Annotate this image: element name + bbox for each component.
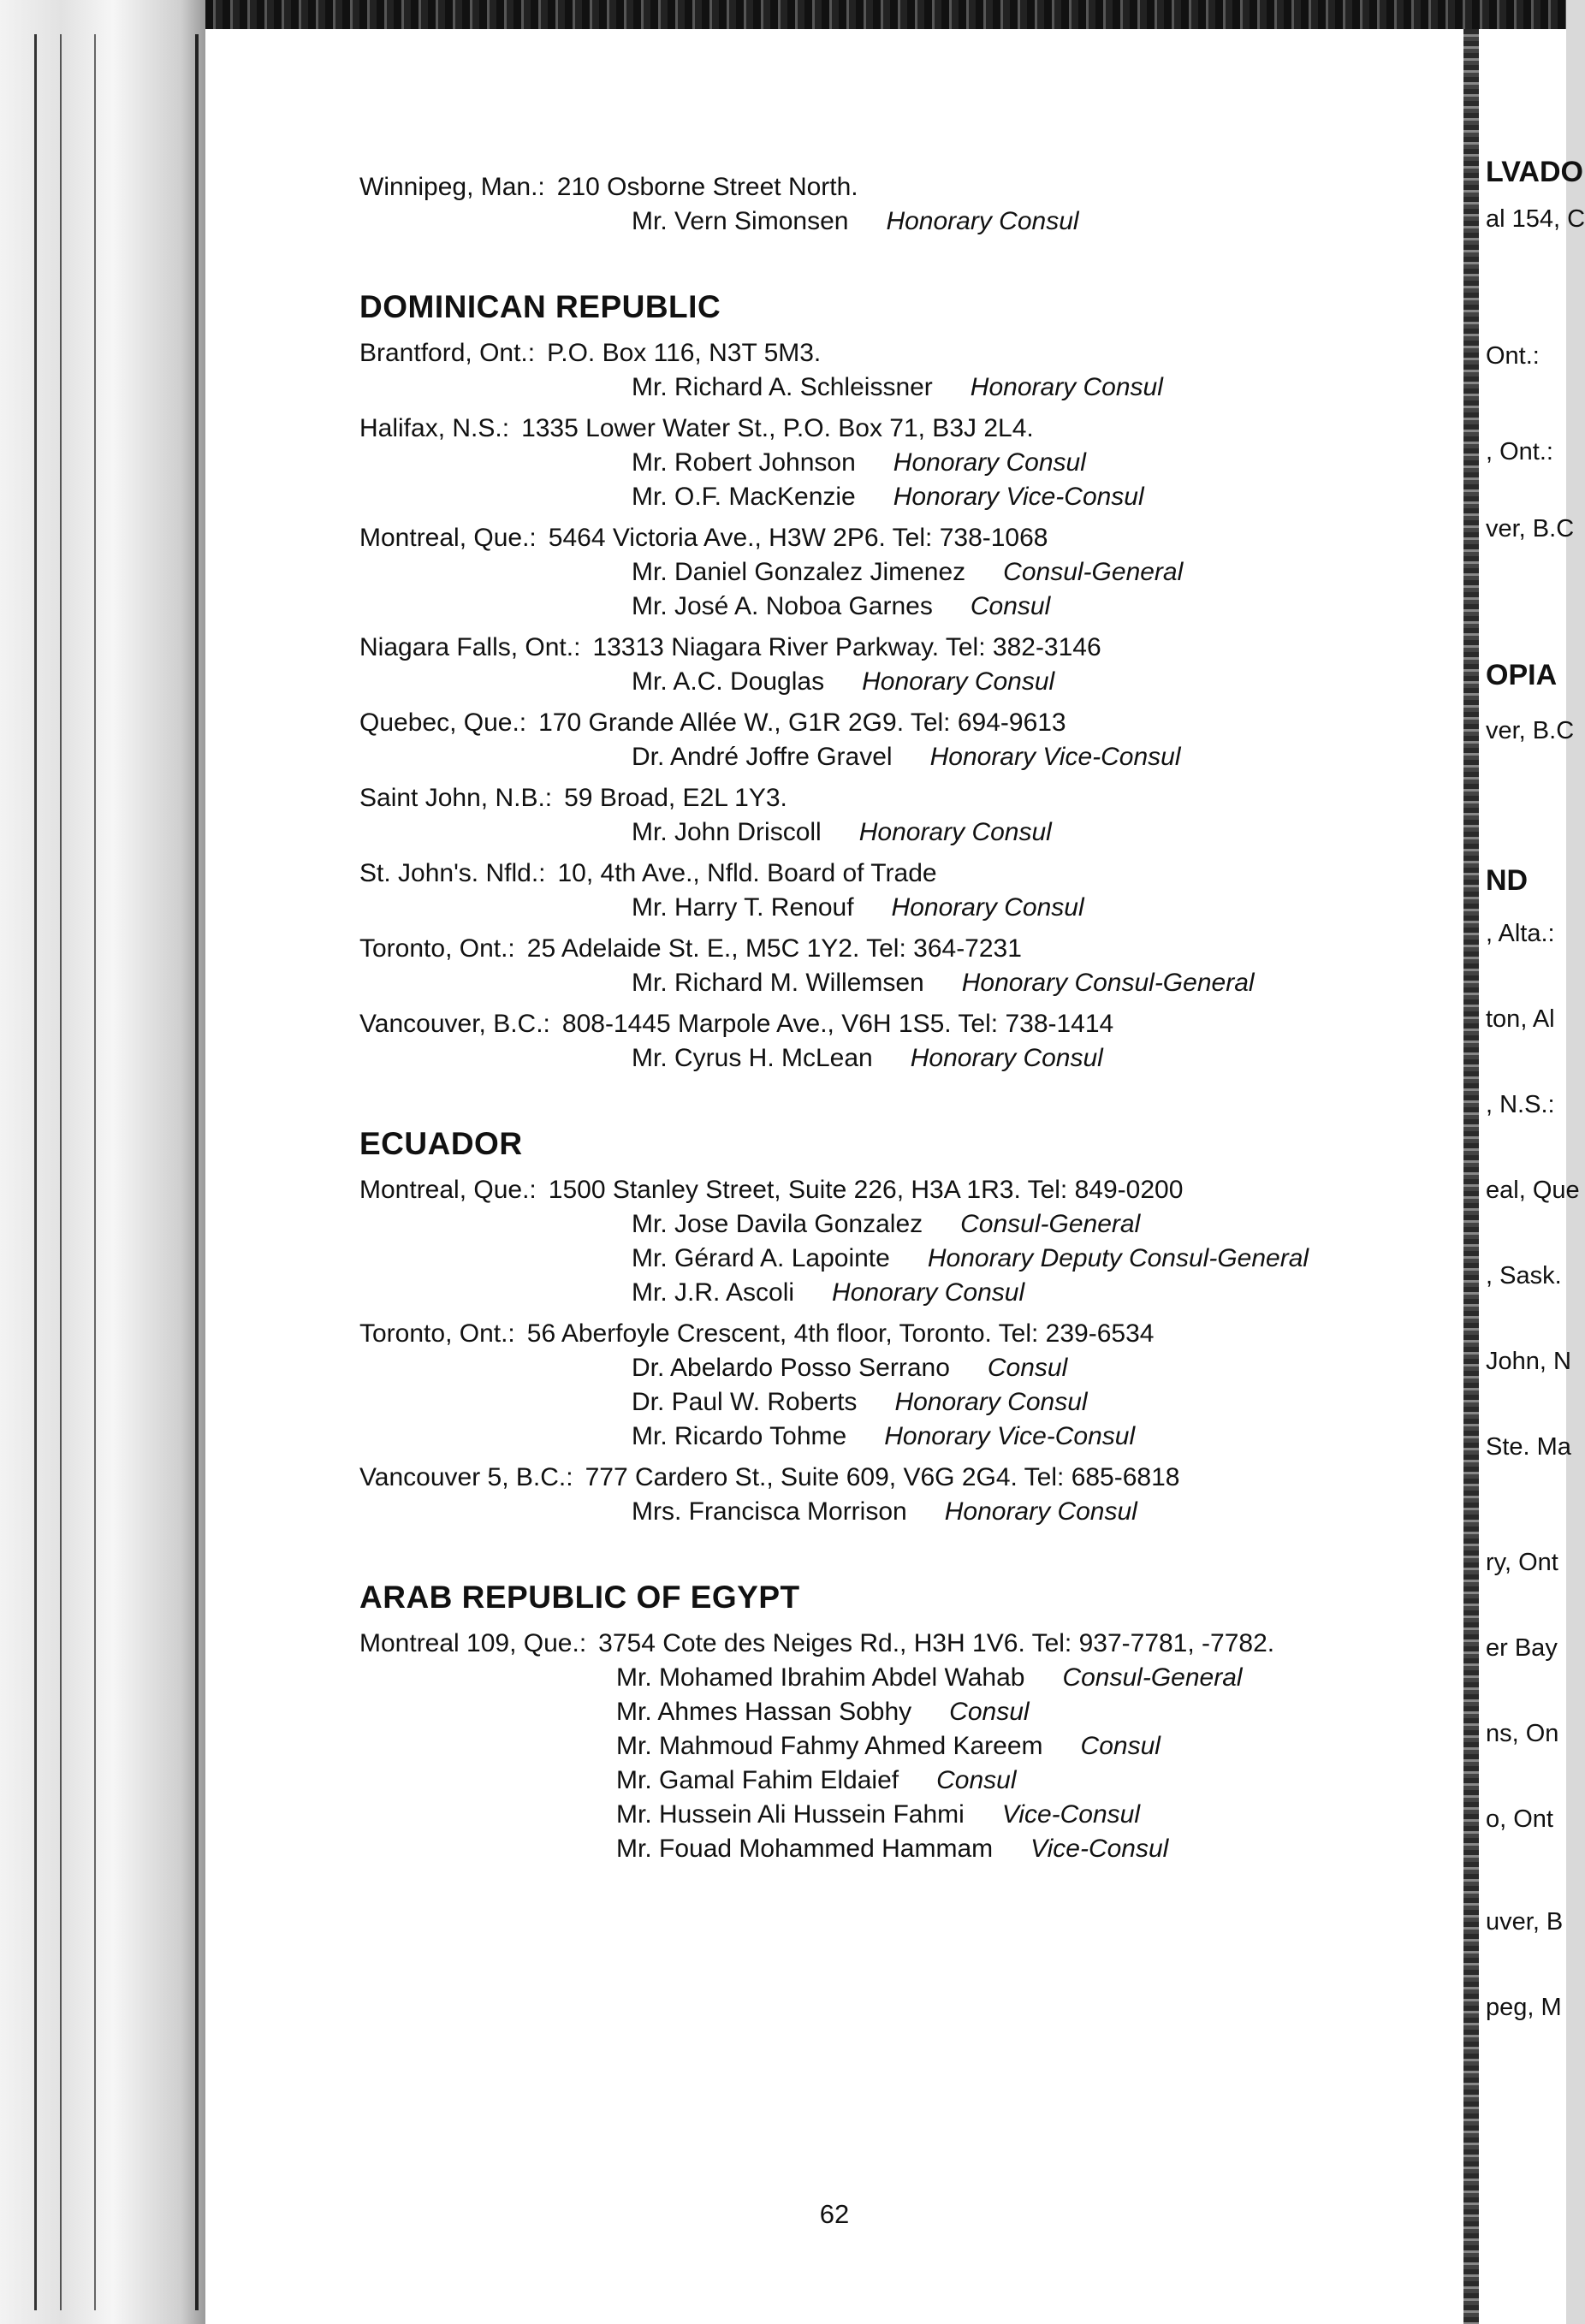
adjacent-page-text: ver, B.C — [1486, 515, 1575, 542]
consul-title: Consul-General — [960, 1210, 1141, 1238]
directory-entry — [359, 932, 1455, 1000]
consul-title: Vice-Consul — [1001, 1800, 1141, 1829]
directory-entry — [359, 781, 1455, 850]
city-label: Quebec, Que.: — [359, 708, 527, 737]
consul-name: Mrs. Francisca Morrison — [632, 1497, 907, 1526]
consul-row — [359, 1764, 1455, 1798]
consul-name: Mr. Richard A. Schleissner — [632, 373, 933, 401]
address-line — [359, 1317, 1455, 1351]
adjacent-page-text: , N.S.: — [1486, 1091, 1555, 1118]
consul-row — [359, 1729, 1455, 1764]
consul-title: Honorary Consul — [858, 818, 1052, 846]
city-label: Montreal, Que.: — [359, 1176, 537, 1204]
directory-entry — [359, 1007, 1455, 1076]
consul-row — [359, 1420, 1455, 1454]
consul-row — [359, 1041, 1455, 1076]
address-line — [359, 1461, 1455, 1495]
city-label: Saint John, N.B.: — [359, 784, 553, 812]
address-text: 1500 Stanley Street, Suite 226, H3A 1R3. Tel: 849-0200 — [548, 1176, 1184, 1204]
consul-name: Mr. Gamal Fahim Eldaief — [616, 1766, 899, 1794]
consul-title: Honorary Consul — [910, 1044, 1103, 1072]
intro-section — [359, 170, 1455, 239]
consul-title: Honorary Deputy Consul-General — [927, 1244, 1309, 1272]
consul-row — [359, 555, 1455, 590]
address-text: 3754 Cote des Neiges Rd., H3H 1V6. Tel: 937-7781, -7782. — [598, 1629, 1275, 1657]
consul-row — [359, 815, 1455, 850]
consul-title: Honorary Vice-Consul — [893, 483, 1144, 511]
consul-name: Mr. Gérard A. Lapointe — [632, 1244, 890, 1272]
consul-title: Honorary Consul — [891, 893, 1084, 922]
address-line — [359, 170, 1455, 205]
adjacent-page-text: ND — [1486, 864, 1529, 897]
consul-title: Vice-Consul — [1030, 1835, 1169, 1863]
directory-entry — [359, 1173, 1455, 1310]
consul-title: Honorary Consul — [886, 207, 1079, 235]
city-label: Toronto, Ont.: — [359, 1319, 515, 1348]
consul-row — [359, 966, 1455, 1000]
consul-name: Mr. José A. Noboa Garnes — [632, 592, 933, 620]
consul-title: Honorary Vice-Consul — [884, 1422, 1136, 1450]
spine-line — [94, 34, 96, 2310]
adjacent-page-text: Ste. Ma — [1486, 1433, 1571, 1461]
address-text: 170 Grande Allée W., G1R 2G9. Tel: 694-9613 — [538, 708, 1066, 737]
address-text: 25 Adelaide St. E., M5C 1Y2. Tel: 364-7231 — [526, 934, 1022, 963]
address-text: P.O. Box 116, N3T 5M3. — [547, 339, 822, 367]
adjacent-page-text: ns, On — [1486, 1720, 1559, 1747]
consul-row — [359, 1495, 1455, 1529]
consul-name: Mr. Hussein Ali Hussein Fahmi — [616, 1800, 965, 1829]
consul-row — [359, 891, 1455, 925]
consul-title: Honorary Consul — [944, 1497, 1137, 1526]
adjacent-page-text: John, N — [1486, 1348, 1571, 1375]
consul-row — [359, 205, 1455, 239]
adjacent-page-text: Ont.: — [1486, 342, 1540, 370]
city-label: Vancouver 5, B.C.: — [359, 1463, 573, 1491]
address-line — [359, 1007, 1455, 1041]
consul-row — [359, 1798, 1455, 1832]
consul-title: Honorary Consul-General — [961, 969, 1255, 997]
consul-row — [359, 480, 1455, 514]
address-text: 808-1445 Marpole Ave., V6H 1S5. Tel: 738-1414 — [561, 1010, 1114, 1038]
consul-name: Dr. André Joffre Gravel — [632, 743, 893, 771]
consul-row — [359, 740, 1455, 774]
consul-title: Honorary Consul — [893, 448, 1086, 477]
address-line — [359, 1627, 1455, 1661]
adjacent-page-text: eal, Que — [1486, 1177, 1580, 1204]
adjacent-page-text: OPIA — [1486, 659, 1558, 691]
consul-title: Consul — [970, 592, 1051, 620]
consul-title: Honorary Consul — [970, 373, 1163, 401]
consul-name: Dr. Abelardo Posso Serrano — [632, 1354, 950, 1382]
consul-title: Consul-General — [1003, 558, 1184, 586]
consul-row — [359, 1385, 1455, 1420]
consul-row — [359, 1661, 1455, 1695]
consul-name: Mr. O.F. MacKenzie — [632, 483, 856, 511]
consul-name: Mr. Ricardo Tohme — [632, 1422, 847, 1450]
consul-name: Mr. Fouad Mohammed Hammam — [616, 1835, 994, 1863]
address-text: 1335 Lower Water St., P.O. Box 71, B3J 2L4. — [521, 414, 1034, 442]
consul-name: Mr. Vern Simonsen — [632, 207, 849, 235]
city-label: Toronto, Ont.: — [359, 934, 515, 963]
directory-entry — [359, 1627, 1455, 1866]
consul-name: Dr. Paul W. Roberts — [632, 1388, 858, 1416]
consul-name: Mr. Harry T. Renouf — [632, 893, 854, 922]
adjacent-page-text: o, Ont — [1486, 1805, 1553, 1833]
directory-entry — [359, 412, 1455, 514]
adjacent-page-text: peg, M — [1486, 1994, 1562, 2021]
address-line — [359, 706, 1455, 740]
city-label: Brantford, Ont.: — [359, 339, 536, 367]
adjacent-page-text: LVADO — [1486, 156, 1583, 188]
address-line — [359, 781, 1455, 815]
address-line — [359, 857, 1455, 891]
book-spine — [0, 0, 205, 2324]
consul-title: Consul — [936, 1766, 1017, 1794]
consul-title: Honorary Vice-Consul — [929, 743, 1181, 771]
adjacent-page-fragment — [1463, 29, 1585, 2324]
consul-name: Mr. John Driscoll — [632, 818, 822, 846]
city-label: Vancouver, B.C.: — [359, 1010, 550, 1038]
consul-title: Consul — [1080, 1732, 1161, 1760]
spine-line — [195, 34, 199, 2310]
address-line — [359, 521, 1455, 555]
consul-row — [359, 1242, 1455, 1276]
city-label: St. John's. Nfld.: — [359, 859, 546, 887]
directory-entry — [359, 857, 1455, 925]
consul-name: Mr. Cyrus H. McLean — [632, 1044, 873, 1072]
address-text: 10, 4th Ave., Nfld. Board of Trade — [557, 859, 937, 887]
consul-name: Mr. J.R. Ascoli — [632, 1278, 795, 1307]
consul-row — [359, 1276, 1455, 1310]
consul-name: Mr. A.C. Douglas — [632, 667, 825, 696]
country-section — [359, 1125, 1455, 1529]
consul-name: Mr. Ahmes Hassan Sobhy — [616, 1698, 912, 1726]
adjacent-page-text: , Ont.: — [1486, 438, 1553, 465]
country-heading: ECUADOR — [359, 1126, 523, 1161]
directory-entry — [359, 1461, 1455, 1529]
directory-entry — [359, 1317, 1455, 1454]
spine-line — [34, 34, 37, 2310]
spine-line — [60, 34, 62, 2310]
consul-title: Honorary Consul — [894, 1388, 1088, 1416]
consul-title: Honorary Consul — [862, 667, 1055, 696]
address-text: 5464 Victoria Ave., H3W 2P6. Tel: 738-1068 — [548, 524, 1048, 552]
consul-row — [359, 590, 1455, 624]
country-section — [359, 1579, 1455, 1866]
country-heading: DOMINICAN REPUBLIC — [359, 289, 721, 324]
city-label: Halifax, N.S.: — [359, 414, 510, 442]
document-page — [205, 29, 1463, 2324]
consul-title: Consul — [987, 1354, 1068, 1382]
consul-title: Consul — [949, 1698, 1030, 1726]
adjacent-page-text: , Sask. — [1486, 1262, 1562, 1289]
consul-name: Mr. Mahmoud Fahmy Ahmed Kareem — [616, 1732, 1043, 1760]
directory-entry — [359, 521, 1455, 624]
address-text: 13313 Niagara River Parkway. Tel: 382-3146 — [592, 633, 1101, 661]
directory-content — [359, 170, 1455, 1916]
consul-row — [359, 371, 1455, 405]
consul-name: Mr. Mohamed Ibrahim Abdel Wahab — [616, 1663, 1025, 1692]
address-line — [359, 1173, 1455, 1207]
adjacent-page-edge — [1463, 29, 1479, 2324]
page-number: 62 — [819, 2199, 850, 2229]
city-label: Montreal 109, Que.: — [359, 1629, 587, 1657]
address-line — [359, 336, 1455, 371]
country-heading: ARAB REPUBLIC OF EGYPT — [359, 1580, 800, 1615]
consul-row — [359, 1695, 1455, 1729]
directory-entry — [359, 336, 1455, 405]
address-text: 777 Cardero St., Suite 609, V6G 2G4. Tel: 685-6818 — [585, 1463, 1180, 1491]
directory-entry — [359, 706, 1455, 774]
city-label: Winnipeg, Man.: — [359, 173, 545, 201]
consul-name: Mr. Robert Johnson — [632, 448, 856, 477]
directory-entry — [359, 170, 1455, 239]
adjacent-page-text: al 154, C — [1486, 205, 1585, 233]
address-text: 56 Aberfoyle Crescent, 4th floor, Toronto. Tel: 239-6534 — [526, 1319, 1155, 1348]
adjacent-page-text: ry, Ont — [1486, 1549, 1558, 1576]
address-line — [359, 412, 1455, 446]
consul-title: Consul-General — [1062, 1663, 1243, 1692]
address-line — [359, 932, 1455, 966]
adjacent-page-text: er Bay — [1486, 1634, 1558, 1662]
consul-name: Mr. Jose Davila Gonzalez — [632, 1210, 923, 1238]
address-line — [359, 631, 1455, 665]
directory-entry — [359, 631, 1455, 699]
consul-row — [359, 446, 1455, 480]
address-text: 210 Osborne Street North. — [556, 173, 858, 201]
city-label: Niagara Falls, Ont.: — [359, 633, 581, 661]
consul-row — [359, 1832, 1455, 1866]
scan-top-edge — [0, 0, 1566, 29]
consul-name: Mr. Richard M. Willemsen — [632, 969, 924, 997]
country-section — [359, 288, 1455, 1076]
adjacent-page-text: , Alta.: — [1486, 920, 1555, 947]
consul-row — [359, 1207, 1455, 1242]
consul-row — [359, 665, 1455, 699]
city-label: Montreal, Que.: — [359, 524, 537, 552]
adjacent-page-text: ver, B.C — [1486, 717, 1575, 744]
adjacent-page-text: uver, B — [1486, 1908, 1564, 1936]
consul-title: Honorary Consul — [832, 1278, 1025, 1307]
consul-name: Mr. Daniel Gonzalez Jimenez — [632, 558, 966, 586]
adjacent-page-text: ton, Al — [1486, 1005, 1555, 1033]
address-text: 59 Broad, E2L 1Y3. — [564, 784, 787, 812]
consul-row — [359, 1351, 1455, 1385]
